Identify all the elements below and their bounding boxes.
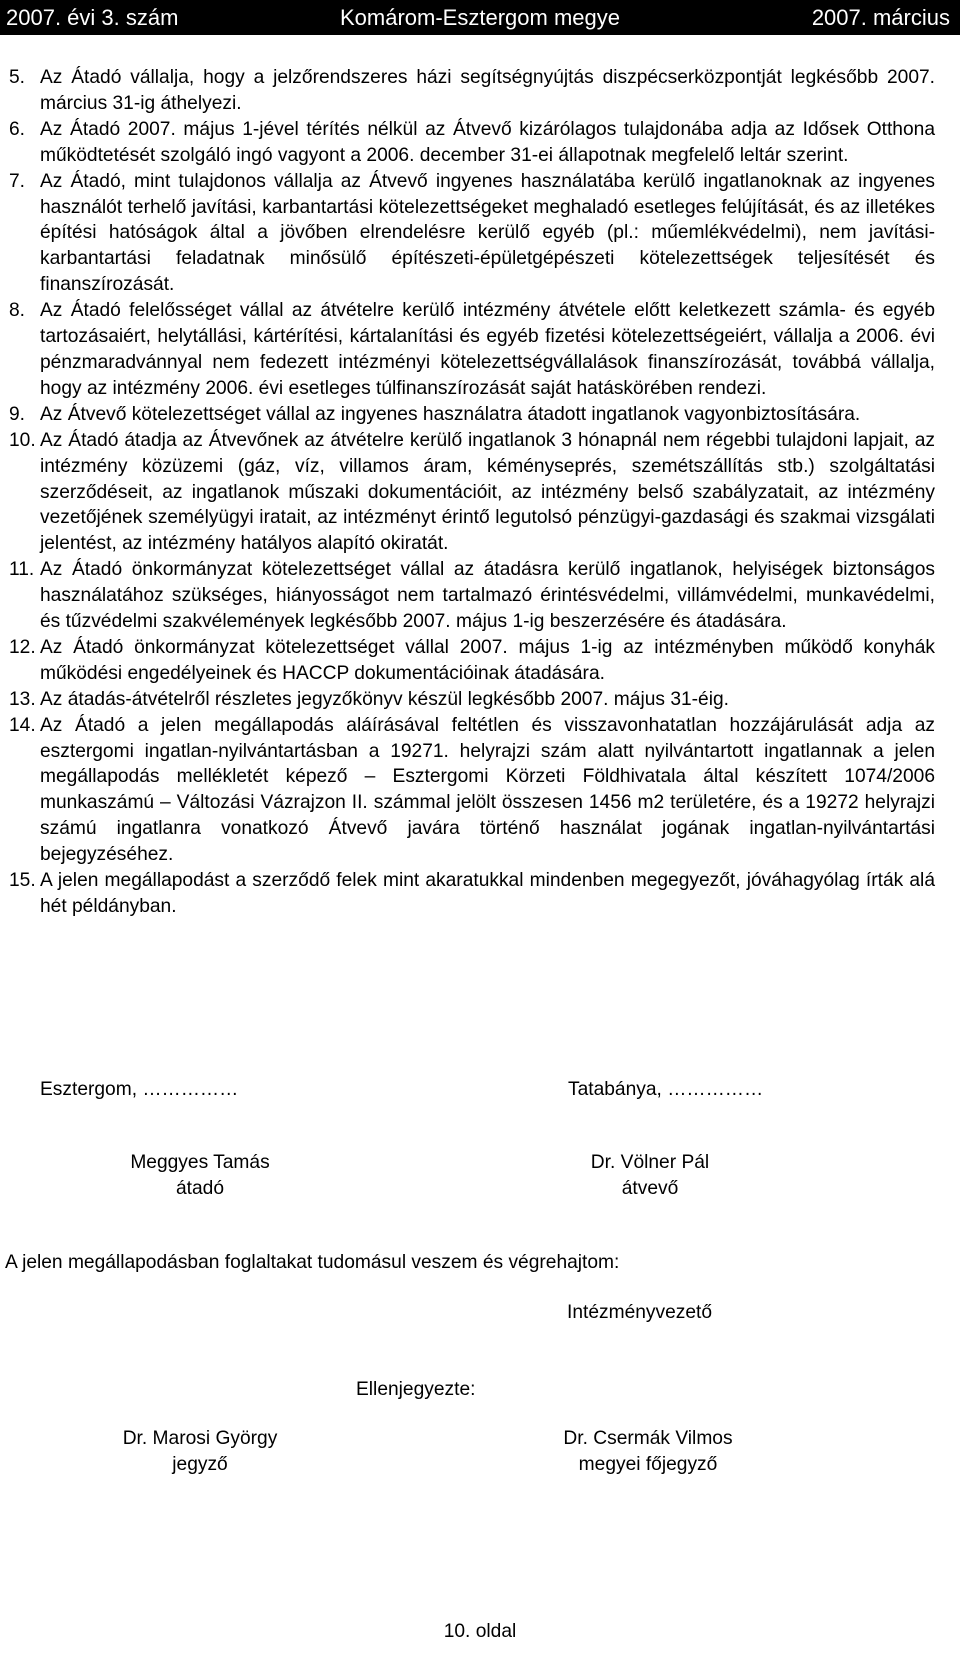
list-item <box>9 557 935 635</box>
item-number: 11. <box>9 559 35 581</box>
signer-role: megyei főjegyző <box>578 1454 718 1475</box>
notary-right <box>508 1426 788 1478</box>
list-item <box>9 169 935 299</box>
county-label: Komárom-Esztergom megye <box>340 5 620 30</box>
item-number: 13. <box>9 688 36 710</box>
item-number: 6. <box>9 118 26 140</box>
date-label: 2007. március <box>811 5 950 30</box>
item-text: Az Átadó felelősséget vállal az átvételre kerülő intézmény átvétele előtt keletkezett számla- és egyéb tartozásaiért, helytállási, kártérítési, kártalanítási és egyéb fizetési kötelezettségeiért, vállalja a 2006. évi pénzmaradvánnyal nem fedezett intézményi kötelezettségvállalások finanszírozását, továbbá vállalja, hogy az intézmény 2006. évi esetleges túlfinanszírozását saját hatáskörében rendezi. <box>40 300 935 399</box>
place-date-right: Tatabánya, …………… <box>568 1079 764 1100</box>
list-item <box>9 868 935 920</box>
list-item <box>9 635 935 687</box>
director-signature: Intézményvezető <box>567 1302 713 1323</box>
item-number: 5. <box>9 67 26 88</box>
signature-left <box>70 1150 330 1202</box>
list-item <box>9 298 935 402</box>
item-text: Az Átadó önkormányzat kötelezettséget vállal az átadásra kerülő ingatlanok, helyiségek biztonságos használatához szükséges, hiányosságot nem tartalmazó érintésvédelmi, villámvédelmi, munkavédelmi, és tűzvédelmi szakvélemények legkésőbb 2007. május 1-ig beszerzésére és átadására. <box>40 559 935 633</box>
notary-left <box>60 1426 340 1478</box>
countersign-label: Ellenjegyezte: <box>356 1379 476 1400</box>
signer-role: átvevő <box>621 1178 679 1199</box>
signer-role: jegyző <box>172 1454 228 1475</box>
signer-name: Dr. Csermák Vilmos <box>563 1428 733 1449</box>
item-number: 7. <box>9 170 26 192</box>
signature-right <box>520 1150 780 1202</box>
item-number: 15. <box>9 870 36 892</box>
item-text: Az Átadó átadja az Átvevőnek az átvételre kerülő ingatlanok 3 hónapnál nem régebbi tulajdoni lapjait, az intézmény közüzemi (gáz, víz, villamos áram, kéményseprés, szemétszállítás stb.) szolgáltatási szerződéseit, az ingatlanok műszaki dokumentációit, az intézmény belső szabályzatait, az intézmény vezetőjének személyügyi iratait, az intézményt érintő legutolsó pénzügyi-gazdasági és szakmai vizsgálati jelentést, az intézmény hatályos alapító okiratát. <box>40 429 935 555</box>
list-item <box>9 687 935 713</box>
item-text: A jelen megállapodást a szerződő felek mint akaratukkal mindenben megegyezőt, jóváhagyólag írták alá hét példányban. <box>40 870 935 917</box>
item-text: Az Átvevő kötelezettséget vállal az ingyenes használatra átadott ingatlanok vagyonbiztosítására. <box>40 403 861 425</box>
acknowledgement-text: A jelen megállapodásban foglaltakat tudomásul veszem és végrehajtom: <box>5 1252 620 1273</box>
item-text: Az Átadó, mint tulajdonos vállalja az Átvevő ingyenes használatába kerülő ingatlanoknak az ingyenes használót terhelő javítási, karbantartási kötelezettségeket meghaladó esetleges felújítását, és az illetékes építési hatóságok által a jövőben elrendelésre kerülő egyéb (pl.: műemlékvédelmi), nem javítási-karbantartási feladatnak minősülő építészeti-épületgépészeti kötelezettségek teljesítését és finanszírozását. <box>40 170 935 296</box>
page-number: 10. oldal <box>443 1621 517 1642</box>
item-text: Az átadás-átvételről részletes jegyzőkönyv készül legkésőbb 2007. május 31-éig. <box>40 688 729 710</box>
document-body <box>9 65 935 920</box>
list-item <box>9 65 935 117</box>
list-item <box>9 402 935 428</box>
page-header <box>0 0 960 35</box>
item-text: Az Átadó önkormányzat kötelezettséget vállal 2007. május 1-ig az intézményben működő konyhák működési engedélyeinek és HACCP dokumentációinak átadására. <box>40 636 935 684</box>
signer-name: Dr. Völner Pál <box>590 1152 710 1173</box>
list-item <box>9 713 935 868</box>
list-item <box>9 428 935 558</box>
item-number: 14. <box>9 714 36 736</box>
item-text: Az Átadó 2007. május 1-jével térítés nélkül az Átvevő kizárólagos tulajdonába adja az Idősek Otthona működtetését szolgáló ingó vagyont a 2006. december 31-ei állapotnak megfelelő leltár szerint. <box>40 118 935 166</box>
item-number: 9. <box>9 403 26 425</box>
signer-role: átadó <box>175 1178 224 1199</box>
item-text: Az Átadó vállalja, hogy a jelzőrendszeres házi segítségnyújtás diszpécserközpontját legkésőbb 2007. március 31-ig áthelyezi. <box>40 67 935 114</box>
signer-name: Meggyes Tamás <box>130 1152 270 1173</box>
item-number: 10. <box>9 429 36 451</box>
issue-label: 2007. évi 3. szám <box>6 5 179 30</box>
item-text: Az Átadó a jelen megállapodás aláírásával feltétlen és visszavonhatatlan hozzájárulását adja az esztergomi ingatlan-nyilvántartásban a 19271. helyrajzi szám alatt nyilvántartott ingatlannak a jelen megállapodás mellékletét képező – Esztergomi Körzeti Földhivatala által készített 1074/2006 munkaszámú – Változási Vázrajzon II. számmal jelölt összesen 1456 m2 területére, és a 19272 helyrajzi számú ingatlanra vonatkozó Átvevő javára történő használat jogának ingatlan-nyilvántartási bejegyzéséhez. <box>40 714 935 866</box>
item-number: 8. <box>9 300 26 322</box>
item-number: 12. <box>9 636 36 658</box>
place-date-left: Esztergom, …………… <box>40 1079 239 1100</box>
signer-name: Dr. Marosi György <box>122 1428 278 1449</box>
list-item <box>9 117 935 169</box>
